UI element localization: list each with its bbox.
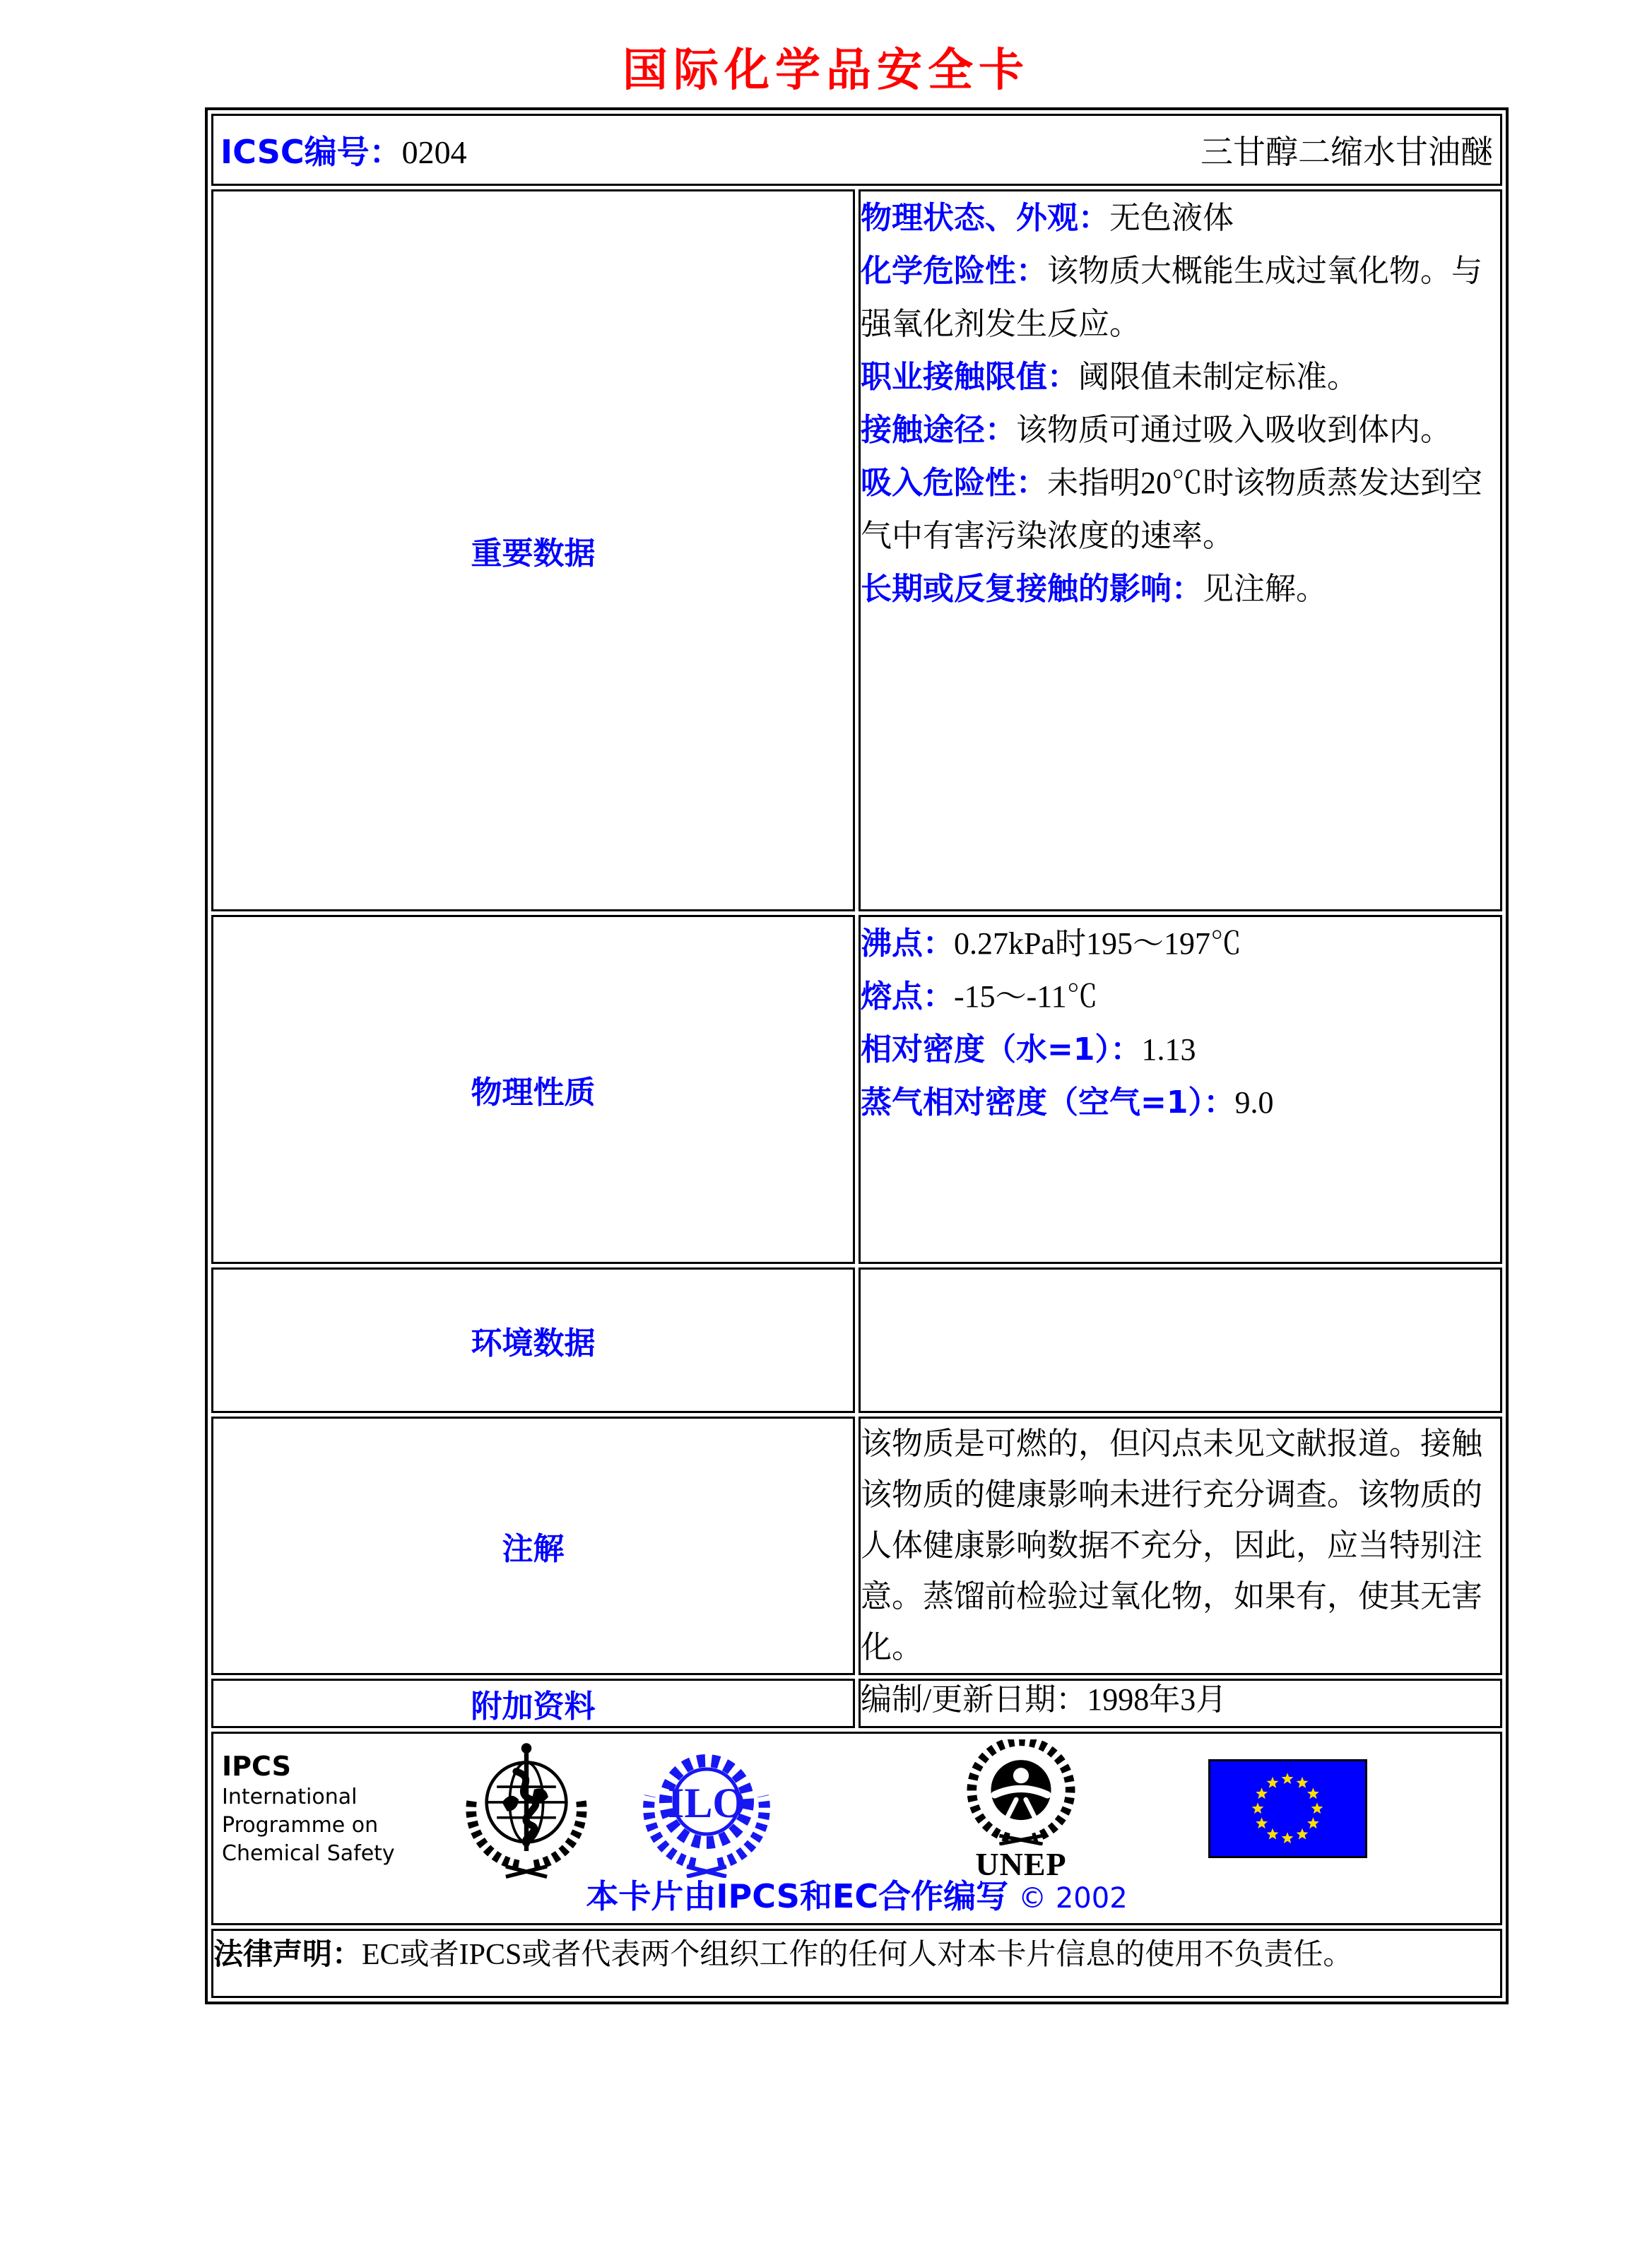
field-value: 0.27kPa时195～197℃	[954, 926, 1241, 961]
field-label: 相对密度（水=1）：	[861, 1032, 1142, 1068]
important-data-label: 重要数据	[211, 189, 855, 911]
who-logo-icon	[462, 1738, 591, 1879]
notes-content	[859, 1417, 1502, 1675]
ilo-logo-text: ILO	[667, 1780, 746, 1826]
field-label: 职业接触限值：	[861, 359, 1078, 395]
notes-label: 注解	[211, 1417, 855, 1675]
legal-text: EC或者IPCS或者代表两个组织工作的任何人对本卡片信息的使用不负责任。	[362, 1939, 1353, 1971]
environmental-data-row	[211, 1267, 1502, 1413]
data-line	[861, 350, 1500, 403]
icsc-number-group	[220, 126, 467, 173]
important-data-row	[211, 189, 1502, 911]
field-label: 接触途径：	[861, 412, 1016, 448]
ipcs-title: IPCS	[222, 1751, 291, 1782]
page-title: 国际化学品安全卡	[623, 45, 1029, 97]
icsc-card-table	[205, 107, 1509, 2004]
field-label: 化学危险性：	[861, 253, 1047, 289]
legal-cell	[211, 1929, 1502, 1998]
field-value: -15～-11℃	[954, 979, 1098, 1014]
environmental-data-label: 环境数据	[211, 1267, 855, 1413]
field-value: 阈限值未制定标准。	[1078, 360, 1358, 394]
field-value: 该物质大概能生成过氧化物。与强氧化剂发生反应。	[861, 254, 1482, 341]
unep-logo-icon	[961, 1739, 1081, 1845]
ipcs-line: International	[222, 1785, 358, 1809]
footer-caption	[213, 1871, 1500, 1917]
data-line	[861, 917, 1500, 970]
header-cell	[211, 114, 1502, 186]
logos-row	[211, 1732, 1502, 1925]
additional-info-row	[211, 1679, 1502, 1728]
field-label: 蒸气相对密度（空气=1）：	[861, 1084, 1235, 1121]
copyright-text: © 2002	[1018, 1882, 1128, 1915]
important-data-content	[859, 189, 1502, 911]
data-line	[861, 1076, 1500, 1129]
physical-properties-label: 物理性质	[211, 915, 855, 1264]
icsc-number-value: 0204	[401, 134, 467, 170]
notes-row	[211, 1417, 1502, 1675]
field-label: 吸入危险性：	[861, 465, 1047, 501]
data-line	[861, 1023, 1500, 1076]
data-line	[861, 403, 1500, 456]
additional-info-content	[859, 1679, 1502, 1728]
field-label: 物理状态、外观：	[861, 200, 1109, 236]
field-value: 1.13	[1141, 1032, 1196, 1067]
data-line	[861, 244, 1500, 350]
field-value: 该物质可通过吸入吸收到体内。	[1016, 413, 1451, 447]
field-value: 无色液体	[1109, 201, 1234, 235]
ipcs-line: Chemical Safety	[222, 1841, 395, 1866]
eu-flag-icon	[1208, 1759, 1367, 1858]
header-row	[211, 114, 1502, 186]
field-label: 熔点：	[861, 979, 954, 1015]
field-label: 长期或反复接触的影响：	[861, 571, 1203, 607]
logos-cell	[211, 1732, 1502, 1925]
notes-paragraph: 该物质是可燃的，但闪点未见文献报道。接触该物质的健康影响未进行充分调查。该物质的人体健康影响数据不充分，因此，应当特别注意。蒸馏前检验过氧化物，如果有，使其无害化。	[861, 1426, 1482, 1665]
field-value: 见注解。	[1203, 572, 1327, 606]
legal-label: 法律声明：	[213, 1937, 362, 1971]
update-date-line	[861, 1681, 1500, 1719]
caption-text: 本卡片由IPCS和EC合作编写	[586, 1877, 1009, 1915]
data-line	[861, 970, 1500, 1023]
data-line	[861, 191, 1500, 244]
chemical-name: 三甘醇二缩水甘油醚	[1200, 134, 1493, 170]
environmental-data-content	[859, 1267, 1502, 1413]
icsc-number-label: ICSC编号：	[220, 133, 402, 171]
update-date-label: 编制/更新日期：	[861, 1682, 1087, 1717]
physical-properties-content	[859, 915, 1502, 1264]
field-label: 沸点：	[861, 926, 954, 962]
data-line	[861, 562, 1500, 615]
legal-row	[211, 1929, 1502, 1998]
unep-logo-text: UNEP	[975, 1846, 1067, 1882]
update-date-value: 1998年3月	[1087, 1682, 1227, 1717]
ipcs-text-block	[222, 1749, 395, 1868]
data-line	[861, 456, 1500, 562]
ilo-logo-icon	[636, 1739, 777, 1878]
physical-properties-row	[211, 915, 1502, 1264]
field-value: 未指明20℃时该物质蒸发达到空气中有害污染浓度的速率。	[861, 466, 1482, 553]
field-value: 9.0	[1234, 1085, 1274, 1120]
additional-info-label: 附加资料	[211, 1679, 855, 1728]
ipcs-line: Programme on	[222, 1813, 379, 1838]
